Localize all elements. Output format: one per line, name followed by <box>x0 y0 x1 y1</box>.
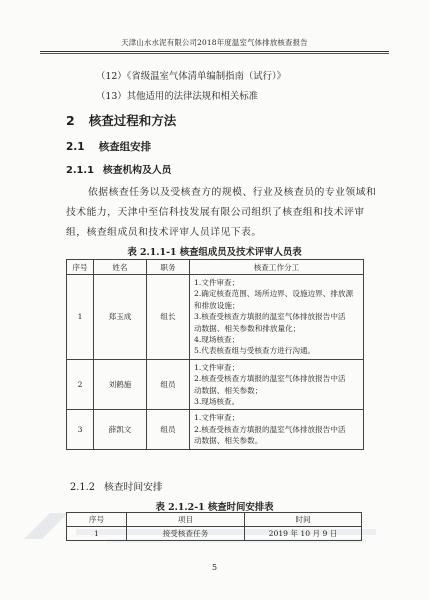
duty-line: 1.文件审查； <box>194 362 240 372</box>
reference-item-12: （12）《省级温室气体清单编制指南（试行）》 <box>96 71 287 82</box>
paragraph-line-1: 依据核查任务以及受核查方的规模、行业及核查员的专业领域和 <box>88 187 377 198</box>
cell-role: 组员 <box>147 359 190 410</box>
duty-line: 和排放设施； <box>194 300 240 310</box>
column-header-item: 项目 <box>127 513 245 527</box>
column-header-time: 时间 <box>245 513 362 527</box>
duty-line: 2.确定核查范围、场所边界、设施边界、排放源 <box>194 289 354 299</box>
table-header-row <box>67 260 364 275</box>
duty-line: 5.代表核查组与受核查方进行沟通。 <box>194 346 316 356</box>
section-heading: 2 核查过程和方法 <box>66 113 177 128</box>
column-header-duties: 核查工作分工 <box>190 260 364 275</box>
table2-caption: 表 2.1.2-1 核查时间安排表 <box>155 502 274 513</box>
running-header: 天津山水水泥有限公司2018年度温室气体排放核查报告 <box>121 38 308 47</box>
duty-line: 动数据、相关参数； <box>194 385 263 395</box>
duty-line: 动数据、相关参数。 <box>194 436 263 446</box>
table-row <box>67 275 364 360</box>
table1-caption: 表 2.1.1-1 核查组成员及技术评审人员表 <box>127 247 302 258</box>
reference-item-13: （13）其他适用的法律法规和相关标准 <box>96 91 258 102</box>
subsubsection-heading-2: 2.1.2 核查时间安排 <box>70 482 163 493</box>
table-row <box>67 410 364 449</box>
cell-no: 2 <box>67 359 94 410</box>
duty-line: 1.文件审查； <box>194 278 240 287</box>
team-members-table <box>66 259 364 450</box>
cell-name: 薛凯文 <box>94 410 147 449</box>
cell-role: 组员 <box>147 410 190 449</box>
cell-time: 2019 年 10 月 9 日 <box>245 527 362 541</box>
column-header-no: 序号 <box>67 513 127 527</box>
cell-duties <box>190 275 364 360</box>
cell-no: 3 <box>67 410 94 449</box>
subsection-heading: 2.1 核查组安排 <box>66 141 152 153</box>
cell-name: 刘鹤施 <box>94 359 147 410</box>
header-rule-thin <box>40 53 389 54</box>
table-header-row <box>67 513 362 527</box>
duty-line: 1.文件审查； <box>194 413 240 423</box>
cell-duties <box>190 410 364 449</box>
table-row <box>67 359 364 410</box>
schedule-table <box>66 512 362 541</box>
cell-name: 郑玉成 <box>94 275 147 360</box>
cell-no: 1 <box>67 275 94 360</box>
column-header-no: 序号 <box>67 260 94 275</box>
column-header-role: 职务 <box>147 260 190 275</box>
table-row <box>67 527 362 541</box>
cell-item: 接受核查任务 <box>127 527 245 541</box>
duty-line: 动数据、相关参数和排放量化； <box>194 323 301 333</box>
duty-line: 2.核查受核查方填报的温室气体排放报告中活 <box>194 374 346 384</box>
duty-line: 3.核查受核查方填报的温室气体排放报告中活 <box>194 312 346 322</box>
column-header-name: 姓名 <box>94 260 147 275</box>
subsubsection-heading: 2.1.1 核查机构及人员 <box>66 165 172 176</box>
cell-no: 1 <box>67 527 127 541</box>
duty-line: 3.现场核查。 <box>194 397 240 407</box>
cell-duties <box>190 359 364 410</box>
duty-line: 2.核查受核查方填报的温室气体排放报告中活 <box>194 424 346 434</box>
page-number: 5 <box>211 563 218 572</box>
paragraph-line-2: 技术能力，天津中至信科技发展有限公司组织了核查组和技术评审 <box>66 207 365 218</box>
header-rule <box>40 51 389 52</box>
cell-role: 组长 <box>147 275 190 360</box>
paragraph-line-3: 组，核查组成员和技术评审人员详见下表。 <box>66 227 262 238</box>
duty-line: 4.现场核查； <box>194 335 240 345</box>
